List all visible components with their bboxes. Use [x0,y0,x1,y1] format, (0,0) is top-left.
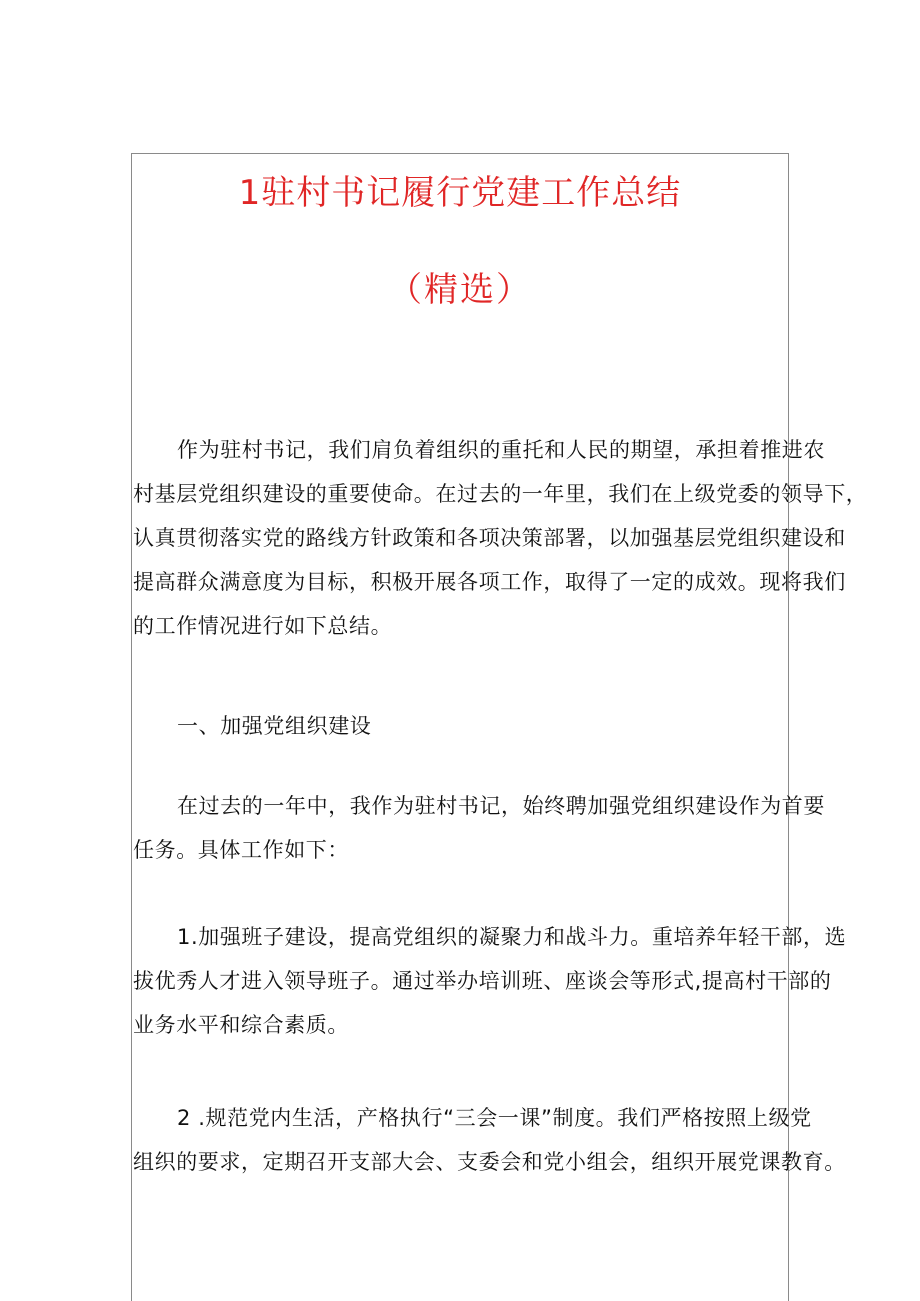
paragraph-line: 任务。具体工作如下： [133,838,349,862]
paragraph-item-2 [133,1096,846,1184]
paragraph-line: 村基层党组织建设的重要使命。在过去的一年里，我们在上级党委的领导下， [133,482,868,506]
paragraph-line: 的工作情况进行如下总结。 [133,614,393,638]
document-title: 1驻村书记履行党建工作总结 [238,173,682,213]
paragraph-line: 业务水平和综合素质。 [133,1013,349,1037]
paragraph-line: 2 .规范党内生活，产格执行“三会一课”制度。我们严格按照上级党 [177,1106,812,1130]
paragraph-line: 提高群众满意度为目标，积极开展各项工作，取得了一定的成效。现将我们 [133,570,846,594]
paragraph-line: 认真贯彻落实党的路线方针政策和各项决策部署，以加强基层党组织建设和 [133,526,846,550]
paragraph-line: 在过去的一年中，我作为驻村书记，始终聘加强党组织建设作为首要 [177,794,825,818]
section-heading [133,704,789,748]
section-heading-text: 一、加强党组织建设 [177,714,372,738]
paragraph-intro [133,428,868,648]
paragraph-line: 拔优秀人才进入领导班子。通过举办培训班、座谈会等形式,提高村干部的 [133,969,832,993]
paragraph-line: 1.加强班子建设，提高党组织的凝聚力和战斗力。重培养年轻干部，选 [177,925,847,949]
document-subtitle: （精选） [388,270,532,310]
paragraph-line: 组织的要求，定期召开支部大会、支委会和党小组会，组织开展党课教育。 [133,1150,846,1174]
paragraph-line: 作为驻村书记，我们肩负着组织的重托和人民的期望，承担着推进农 [177,438,825,462]
paragraph-section-intro [133,784,825,872]
paragraph-item-1 [133,915,847,1047]
